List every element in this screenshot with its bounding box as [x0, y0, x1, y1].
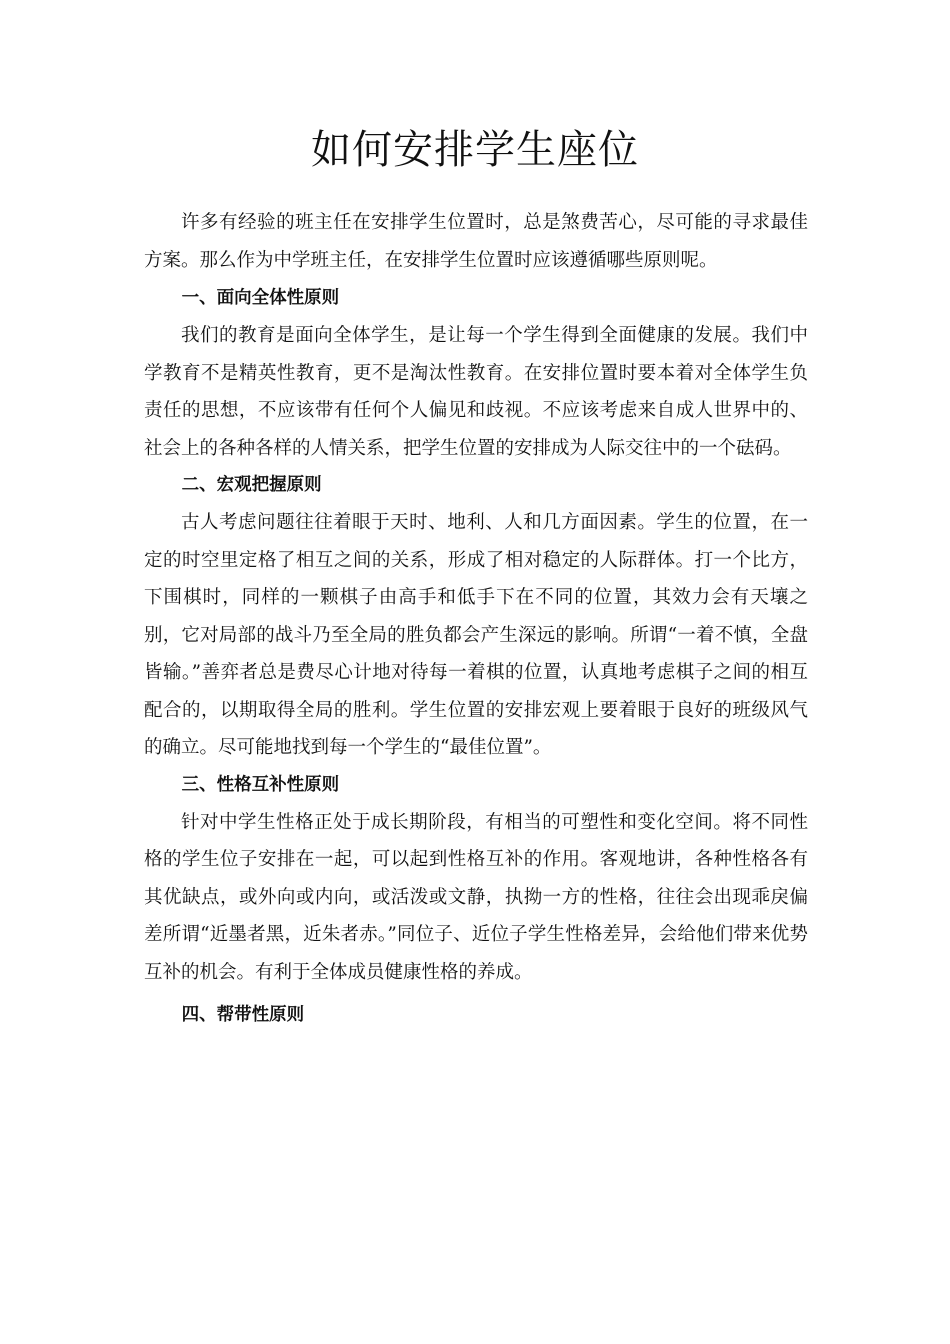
intro-paragraph: 许多有经验的班主任在安排学生位置时，总是煞费苦心，尽可能的寻求最佳方案。那么作为中学班主任，在安排学生位置时应该遵循哪些原则呢。 [144, 212, 808, 271]
document-title: 如何安排学生座位 [311, 127, 639, 173]
section-body-3: 针对中学生性格正处于成长期阶段，有相当的可塑性和变化空间。将不同性格的学生位子安排在一起，可以起到性格互补的作用。客观地讲，各种性格各有其优缺点，或外向或内向，或活泼或文静，执拗一方的性格，往往会出现乖戾偏差所谓“近墨者黑，近朱者赤。”同位子、近位子学生性格差异，会给他们带来优势互补的机会。有利于全体成员健康性格的养成。 [144, 811, 808, 983]
section-heading-2: 二、宏观把握原则 [181, 475, 322, 495]
section-heading-1: 一、面向全体性原则 [181, 288, 340, 308]
section-body-1: 我们的教育是面向全体学生，是让每一个学生得到全面健康的发展。我们中学教育不是精英性教育，更不是淘汰性教育。在安排位置时要本着对全体学生负责任的思想，不应该带有任何个人偏见和歧视。不应该考虑来自成人世界中的、社会上的各种各样的人情关系，把学生位置的安排成为人际交往中的一个砝码。 [144, 325, 808, 459]
section-body-2: 古人考虑问题往往着眼于天时、地利、人和几方面因素。学生的位置，在一定的时空里定格了相互之间的关系，形成了相对稳定的人际群体。打一个比方，下围棋时，同样的一颗棋子由高手和低手下在不同的位置，其效力会有天壤之别，它对局部的战斗乃至全局的胜负都会产生深远的影响。所谓“一着不慎，全盘皆输。”善弈者总是费尽心计地对待每一着棋的位置，认真地考虑棋子之间的相互配合的，以期取得全局的胜利。学生位置的安排宏观上要着眼于良好的班级风气的确立。尽可能地找到每一个学生的“最佳位置”。 [144, 512, 808, 758]
document-body [144, 204, 808, 1034]
section-heading-4: 四、帮带性原则 [181, 1005, 305, 1025]
section-heading-3: 三、性格互补性原则 [181, 774, 340, 795]
